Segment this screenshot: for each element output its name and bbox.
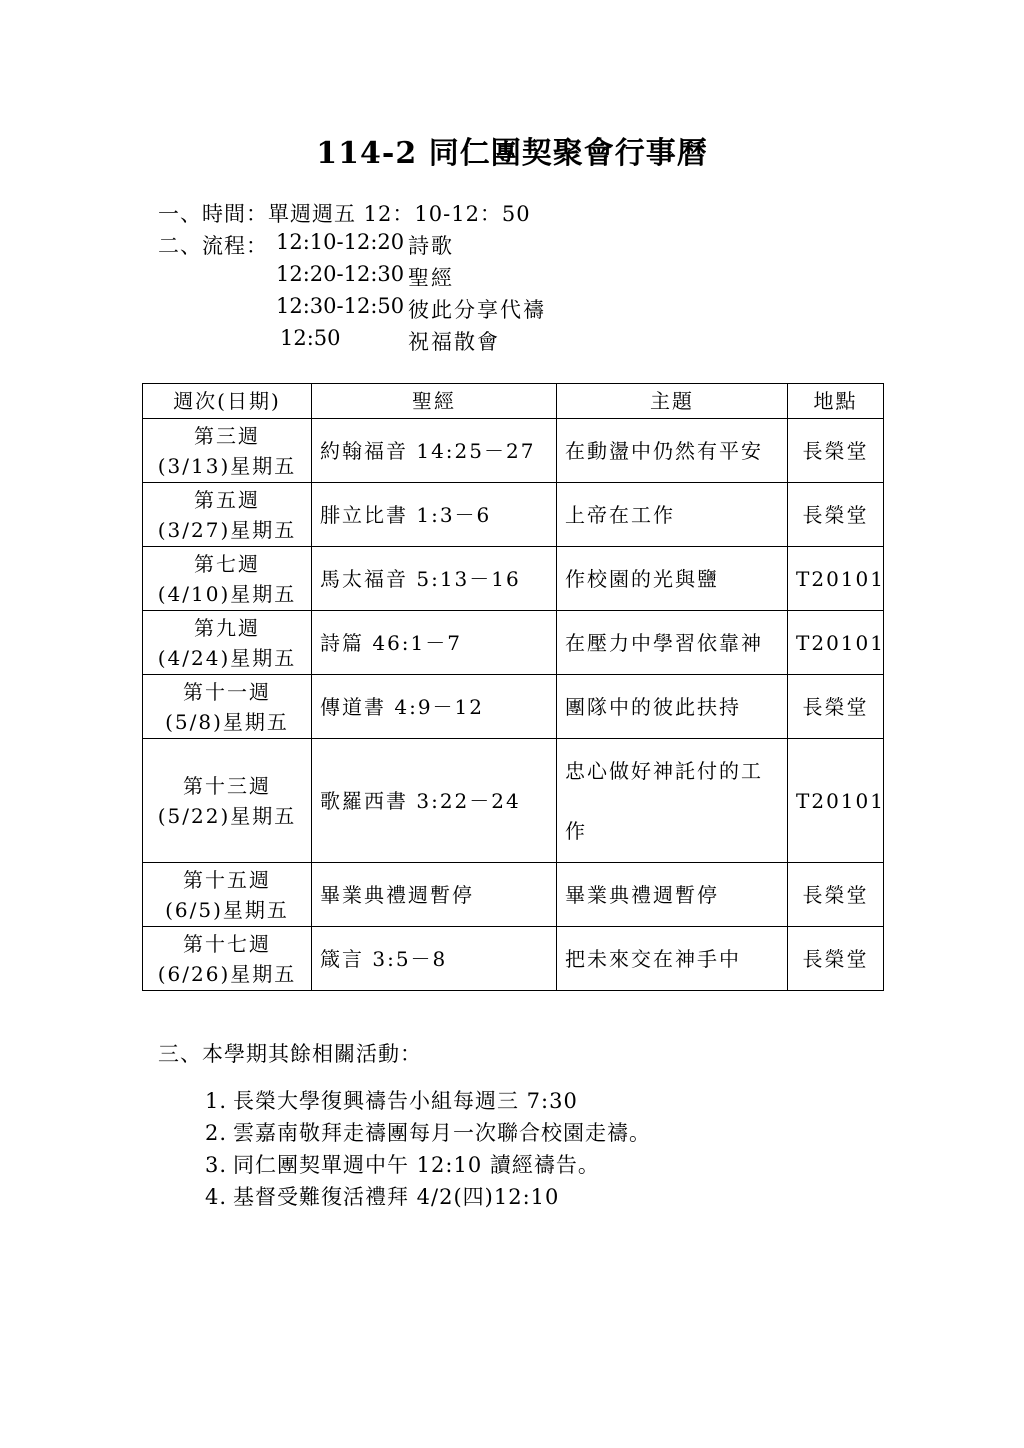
location-cell: 長榮堂 [788,927,884,991]
table-row [143,547,884,611]
week-name: 第十七週 [183,931,271,956]
flow-time: 12:30-12:50 [276,294,405,318]
list-item [205,1181,559,1211]
theme-cell: 作校園的光與鹽 [557,547,788,611]
week-cell [143,863,312,927]
theme-cell: 忠心做好神託付的工作 [557,739,788,863]
location-cell: T20101 [788,739,884,863]
theme-cell: 在壓力中學習依靠神 [557,611,788,675]
week-cell [143,419,312,483]
location-cell: 長榮堂 [788,419,884,483]
week-date: (3/13)星期五 [157,453,297,478]
week-date: (5/22)星期五 [157,803,297,828]
location-cell: T20101 [788,547,884,611]
week-cell [143,611,312,675]
table-header-row [143,384,884,419]
flow-time: 12:20-12:30 [276,262,405,286]
table-row [143,927,884,991]
scripture-cell: 馬太福音 5:13－16 [312,547,557,611]
list-number: 1. [205,1089,228,1113]
week-date: (4/24)星期五 [157,645,297,670]
activities-label: 三、本學期其餘相關活動： [158,1042,422,1066]
page-title: 114-2 同仁團契聚會行事曆 [316,136,708,171]
list-item [205,1149,600,1179]
theme-cell: 畢業典禮週暫停 [557,863,788,927]
time-label: 一、時間： [158,202,268,226]
flow-label: 二、流程： [158,234,268,258]
table-row [143,611,884,675]
list-number: 2. [205,1121,228,1145]
theme-cell: 團隊中的彼此扶持 [557,675,788,739]
list-number: 4. [205,1185,228,1209]
scripture-cell: 歌羅西書 3:22－24 [312,739,557,863]
theme-cell: 上帝在工作 [557,483,788,547]
week-name: 第三週 [194,423,260,448]
table-row [143,739,884,863]
list-text: 長榮大學復興禱告小組每週三 7:30 [233,1089,578,1113]
flow-item: 聖經 [408,266,454,290]
flow-item: 彼此分享代禱 [408,298,546,322]
scripture-cell: 詩篇 46:1－7 [312,611,557,675]
week-date: (3/27)星期五 [157,517,297,542]
week-cell [143,927,312,991]
week-name: 第十三週 [183,773,271,798]
list-item [205,1117,651,1147]
time-value: 單週週五 12：10-12：50 [268,202,531,226]
location-cell: 長榮堂 [788,863,884,927]
header-location: 地點 [788,384,884,419]
flow-time: 12:10-12:20 [276,230,405,254]
location-cell: 長榮堂 [788,483,884,547]
week-cell [143,675,312,739]
list-text: 雲嘉南敬拜走禱團每月一次聯合校園走禱。 [233,1121,651,1145]
week-date: (6/26)星期五 [157,961,297,986]
header-scripture: 聖經 [312,384,557,419]
week-name: 第九週 [194,615,260,640]
week-date: (5/8)星期五 [165,709,289,734]
table-row [143,483,884,547]
week-date: (6/5)星期五 [165,897,289,922]
flow-item: 祝福散會 [408,330,500,354]
theme-cell: 把未來交在神手中 [557,927,788,991]
table-row [143,863,884,927]
time-line [158,198,531,228]
table-row [143,419,884,483]
scripture-cell: 畢業典禮週暫停 [312,863,557,927]
list-text: 同仁團契單週中午 12:10 讀經禱告。 [233,1153,600,1177]
scripture-cell: 約翰福音 14:25－27 [312,419,557,483]
week-cell [143,547,312,611]
week-name: 第五週 [194,487,260,512]
table-row [143,675,884,739]
header-week: 週次(日期) [143,384,312,419]
week-cell [143,483,312,547]
header-theme: 主題 [557,384,788,419]
week-name: 第十五週 [183,867,271,892]
theme-cell: 在動盪中仍然有平安 [557,419,788,483]
week-cell [143,739,312,863]
week-date: (4/10)星期五 [157,581,297,606]
scripture-cell: 箴言 3:5－8 [312,927,557,991]
flow-item: 詩歌 [408,234,454,258]
list-item [205,1085,578,1115]
scripture-cell: 傳道書 4:9－12 [312,675,557,739]
week-name: 第十一週 [183,679,271,704]
flow-time: 12:50 [280,326,341,350]
location-cell: T20101 [788,611,884,675]
scripture-cell: 腓立比書 1:3－6 [312,483,557,547]
location-cell: 長榮堂 [788,675,884,739]
list-text: 基督受難復活禮拜 4/2(四)12:10 [233,1185,560,1209]
week-name: 第七週 [194,551,260,576]
schedule-table [142,383,884,991]
list-number: 3. [205,1153,228,1177]
